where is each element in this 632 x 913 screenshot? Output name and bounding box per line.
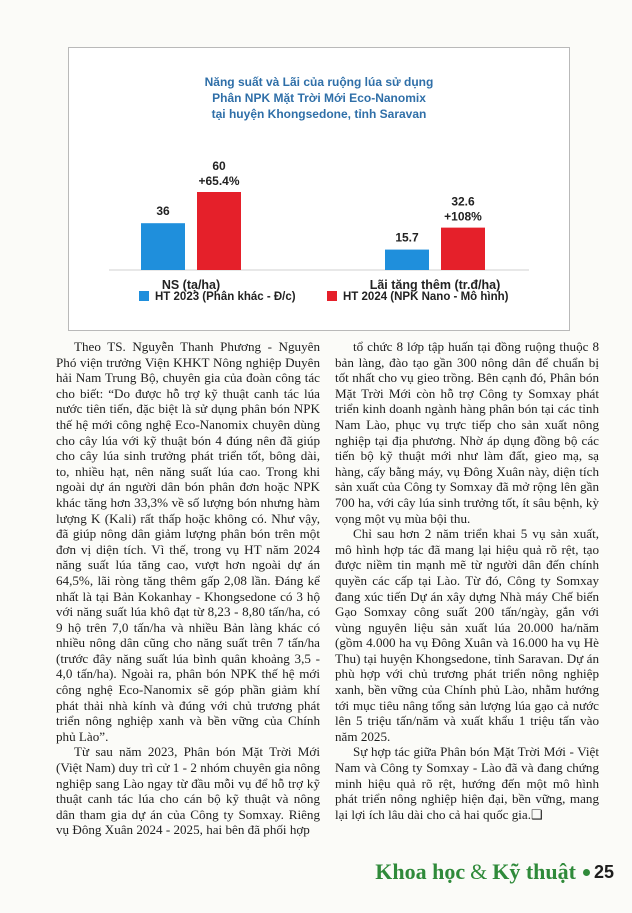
category-label: NS (tạ/ha) bbox=[161, 278, 221, 292]
page-number: 25 bbox=[593, 861, 614, 882]
article-column-left bbox=[56, 339, 320, 838]
chart-figure bbox=[68, 47, 570, 331]
article-column-right bbox=[335, 339, 599, 822]
increase-annotation: +65.4% bbox=[198, 174, 240, 188]
category-label: Lãi tăng thêm (tr.đ/ha) bbox=[369, 278, 501, 292]
data-label: 36 bbox=[156, 204, 170, 219]
data-label: 32.6 bbox=[451, 194, 475, 209]
data-label: 15.7 bbox=[395, 230, 419, 245]
bar-ht2024-0 bbox=[197, 192, 241, 270]
article-paragraph: Chỉ sau hơn 2 năm triển khai 5 vụ sản xuất, mô hình hợp tác đã mang lại hiệu quả rõ rệt, tạo được niềm tin mạnh mẽ từ người dân đến chính quyền các cấp tại Lào. Từ đó, Công ty Somxay đang xúc tiến Dự án xây dựng Nhà máy Chế biến Gạo Somxay công suất 200 tấn/ngày, gắn với vùng nguyên liệu sản xuất lúa 20.000 ha/năm (gồm 4.000 ha vụ Đông Xuân và 16.000 ha vụ Hè Thu) tại huyện Khongsedone, tỉnh Saravan. Dự án phù hợp với chủ trương phát triển nông nghiệp xanh, bền vững của Chính phủ Lào, nhằm hướng tới mục tiêu nâng tổng sản lượng lúa gạo cả nước lên 5 triệu tấn/năm và xuất khẩu 1 triệu tấn vào năm 2025. bbox=[335, 526, 599, 744]
page-footer bbox=[375, 857, 614, 887]
section-name-part2: Kỹ thuật bbox=[492, 859, 576, 884]
chart-title-line-1: Năng suất và Lãi của ruộng lúa sử dụng bbox=[204, 75, 434, 89]
chart-title-line-3: tại huyện Khongsedone, tỉnh Saravan bbox=[211, 107, 427, 121]
bar-ht2023-1 bbox=[385, 250, 429, 270]
bullet-dot-icon bbox=[583, 869, 590, 876]
data-label: 60 bbox=[212, 159, 226, 173]
legend-swatch bbox=[139, 291, 149, 301]
bar-ht2023-0 bbox=[141, 223, 185, 270]
section-ampersand: & bbox=[470, 859, 488, 884]
article-paragraph: Từ sau năm 2023, Phân bón Mặt Trời Mới (Việt Nam) duy trì cử 1 - 2 nhóm chuyên gia nông nghiệp sang Lào ngay từ đầu mỗi vụ để hỗ trợ kỹ thuật canh tác lúa cho cán bộ kỹ thuật và nông dân tham gia dự án của Công ty Somxay. Riêng vụ Đông Xuân 2024 - 2025, hai bên đã phối hợp bbox=[56, 744, 320, 838]
chart-title-line-2: Phân NPK Mặt Trời Mới Eco-Nanomix bbox=[212, 91, 426, 105]
increase-annotation: +108% bbox=[444, 209, 482, 224]
section-name-part1: Khoa học bbox=[375, 859, 466, 884]
legend-swatch bbox=[327, 291, 337, 301]
article-paragraph: Sự hợp tác giữa Phân bón Mặt Trời Mới - Việt Nam và Công ty Somxay - Lào đã và đang chứng minh hiệu quả rõ rệt, hướng đến một mô hình phát triển nông nghiệp hiện đại, bền vững, mang lại lợi ích lâu dài cho cả hai quốc gia.❑ bbox=[335, 744, 599, 822]
bar-ht2024-1 bbox=[441, 228, 485, 270]
article-paragraph: tổ chức 8 lớp tập huấn tại đồng ruộng thuộc 8 bản làng, đào tạo gần 300 nông dân để chuẩn bị tốt nhất cho vụ gieo trồng. Bên cạnh đó, Phân bón Mặt Trời Mới còn hỗ trợ Công ty Somxay phát triển kinh doanh ngành hàng phân bón tại các tỉnh Nam Lào, phục vụ trực tiếp cho sản xuất nông nghiệp tại địa phương. Nhờ áp dụng đồng bộ các tiến bộ kỹ thuật mới như làm đất, gieo mạ, sạ hàng, cấy bằng máy, vụ Đông Xuân này, diện tích sản xuất của Công ty Somxay đã mở rộng lên gần 700 ha, với cây lúa sinh trưởng tốt, ít sâu bệnh, kỳ vọng một vụ mùa bội thu. bbox=[335, 339, 599, 526]
legend-entry: HT 2023 (Phân khác - Đ/c) bbox=[155, 291, 296, 303]
legend-entry: HT 2024 (NPK Nano - Mô hình) bbox=[343, 291, 509, 303]
chart-title bbox=[69, 74, 569, 122]
article-paragraph: Theo TS. Nguyễn Thanh Phương - Nguyên Phó viện trưởng Viện KHKT Nông nghiệp Duyên hải Nam Trung Bộ, chuyên gia của đoàn công tác cho biết: “Do được hỗ trợ kỹ thuật canh tác lúa nước tiên tiến, đặc biệt là sử dụng phân bón NPK thế hệ mới công nghệ Eco-Nanomix chuyên dùng cho cây lúa với kỹ thuật bón 4 đúng nên đã giúp cho cây lúa sinh trưởng phát triển tốt, bông dài, to, nhiều hạt, nên năng suất lúa cao. Trong khi ngoài dự án người dân bón phân đơn hoặc NPK khác tăng hơn 33,3% về số lượng bón nhưng hàm lượng K (Kali) rất thấp hoặc không có. Như vậy, đã giúp nông dân giảm lượng phân bón trên một đơn vị diện tích. Vì thế, trong vụ HT năm 2024 năng suất lúa tăng cao, vượt hơn ngoài dự án 64,5%, lãi ròng tăng thêm gấp 2,08 lần. Đáng kể nhất là tại Bản Kokanhay - Khongsedone có 3 hộ với năng suất lúa khô đạt từ 8,23 - 8,80 tấn/ha, có 9 hộ trên 7,0 tấn/ha và nhiều Bản làng khác có nhiều nông dân cũng cho năng suất trên 7 tấn/ha (trước đây năng suất lúa bình quân khoảng 3,5 - 4,0 tấn/ha). Ngoài ra, phân bón NPK thế hệ mới công nghệ Eco-Nanomix sẽ góp phần giảm khí phát thải nhà kính và đúng với chủ trương phát triển nông nghiệp xanh và bền vững của Chính phủ Lào”. bbox=[56, 339, 320, 744]
